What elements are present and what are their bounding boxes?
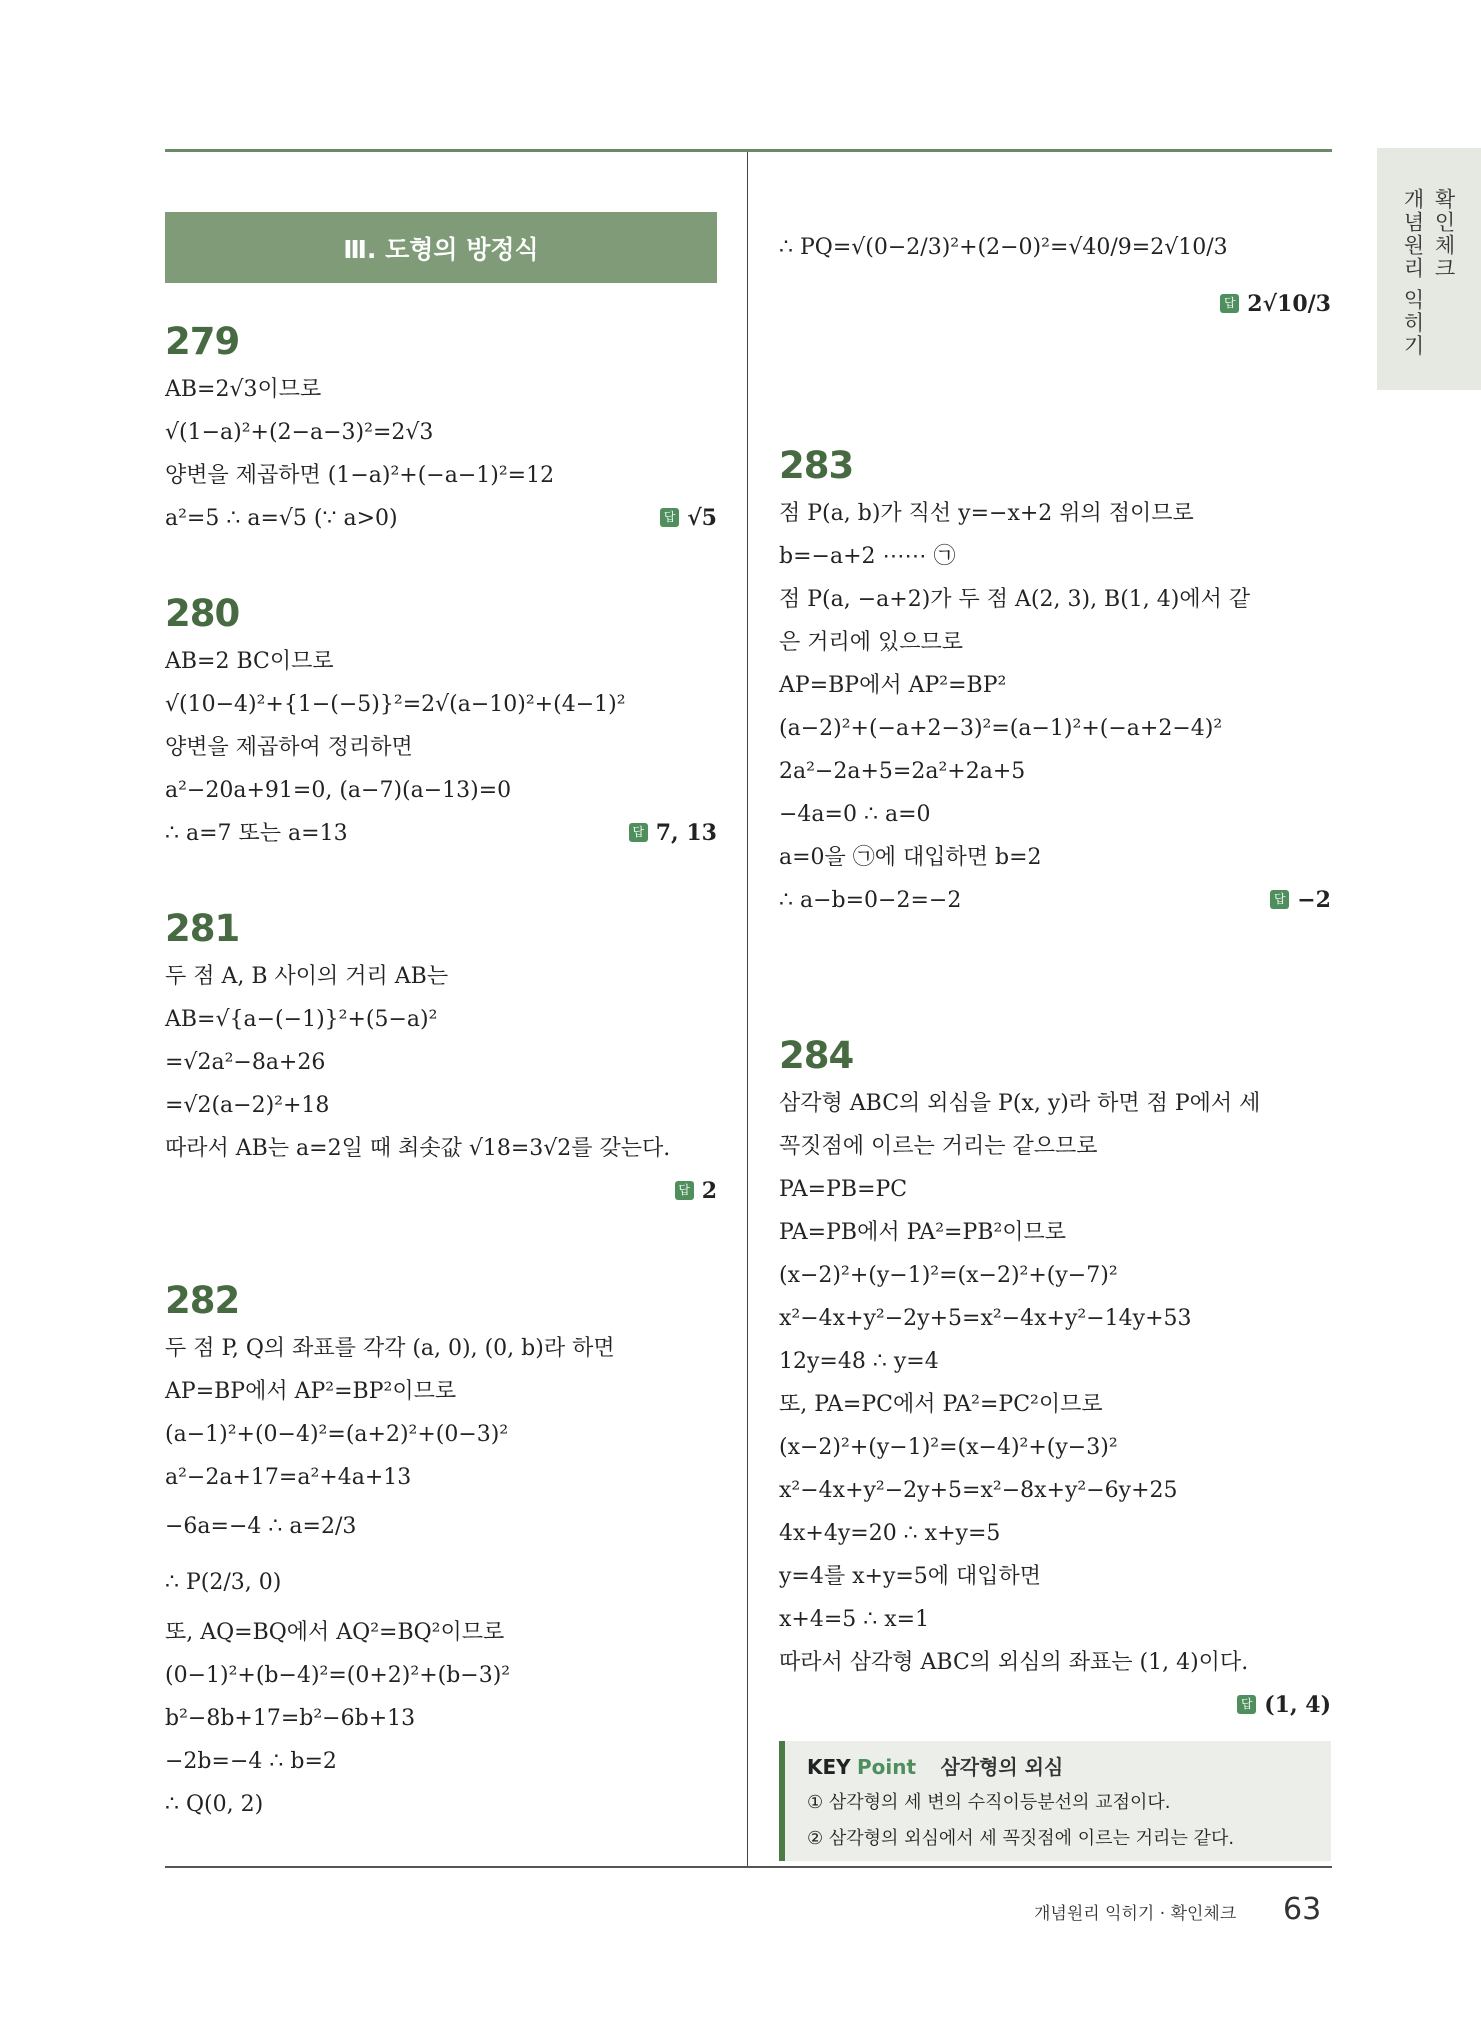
answer — [779, 1684, 1331, 1727]
answer — [779, 276, 1331, 332]
side-tab-line2: 개념원리 익히기 — [1401, 188, 1425, 358]
problem-number: 281 — [165, 907, 240, 950]
problem-number: 283 — [779, 444, 854, 487]
solution-line: ∴ Q(0, 2) — [165, 1792, 264, 1817]
solution-line: AP=BP에서 AP²=BP² — [779, 673, 1007, 698]
solution-line: (a−1)²+(0−4)²=(a+2)²+(0−3)² — [165, 1422, 509, 1447]
footer-text: 개념원리 익히기 · 확인체크 — [1034, 1904, 1237, 1924]
solution-line: (0−1)²+(b−4)²=(0+2)²+(b−3)² — [165, 1663, 511, 1688]
solution-line: 점 P(a, −a+2)가 두 점 A(2, 3), B(1, 4)에서 같 — [779, 587, 1251, 612]
answer-badge: 답 — [660, 508, 679, 527]
solution-line: 또, AQ=BQ에서 AQ²=BQ²이므로 — [165, 1620, 505, 1645]
answer-value: 2√10/3 — [1247, 291, 1331, 317]
solution-line: (x−2)²+(y−1)²=(x−4)²+(y−3)² — [779, 1435, 1118, 1460]
solution-line: ∴ a−b=0−2=−2 — [779, 888, 962, 913]
key-point-point: Point — [857, 1755, 917, 1779]
solution-line: 또, PA=PC에서 PA²=PC²이므로 — [779, 1392, 1103, 1417]
problem-280 — [165, 590, 717, 855]
column-divider — [747, 152, 748, 1866]
solution-line: 삼각형 ABC의 외심을 P(x, y)라 하면 점 P에서 세 — [779, 1091, 1261, 1116]
solution-line: =√2(a−2)²+18 — [165, 1093, 330, 1118]
problem-283 — [779, 442, 1331, 922]
solution-line: a²−2a+17=a²+4a+13 — [165, 1465, 412, 1490]
side-tab-line1: 확인체크 — [1432, 188, 1456, 280]
solution-line: a²=5 ∴ a=√5 (∵ a>0) — [165, 506, 398, 531]
problem-279 — [165, 318, 717, 540]
section-title: Ⅲ. 도형의 방정식 — [343, 234, 539, 264]
solution-line: a²−20a+91=0, (a−7)(a−13)=0 — [165, 778, 512, 803]
solution-line: 4x+4y=20 ∴ x+y=5 — [779, 1521, 1001, 1546]
solution-line: x²−4x+y²−2y+5=x²−8x+y²−6y+25 — [779, 1478, 1178, 1503]
solution-line: x+4=5 ∴ x=1 — [779, 1607, 930, 1632]
answer-value: 2 — [701, 1178, 717, 1204]
answer — [1270, 879, 1331, 922]
key-point-title: 삼각형의 외심 — [940, 1755, 1064, 1779]
solution-line-with-answer — [165, 812, 717, 855]
bottom-rule — [165, 1866, 1332, 1868]
solution-line-with-answer — [165, 497, 717, 540]
key-point-item: ② 삼각형의 외심에서 세 꼭짓점에 이르는 거리는 같다. — [807, 1828, 1235, 1849]
key-point-box — [779, 1741, 1331, 1861]
solution-line: −2b=−4 ∴ b=2 — [165, 1749, 337, 1774]
problem-281 — [165, 905, 717, 1213]
solution-line: AP=BP에서 AP²=BP²이므로 — [165, 1379, 457, 1404]
solution-line: (x−2)²+(y−1)²=(x−2)²+(y−7)² — [779, 1263, 1118, 1288]
solution-line: b²−8b+17=b²−6b+13 — [165, 1706, 416, 1731]
problem-number: 279 — [165, 320, 240, 363]
answer-value: (1, 4) — [1264, 1692, 1331, 1718]
solution-line: a=0을 ㉠에 대입하면 b=2 — [779, 845, 1042, 870]
solution-line: 꼭짓점에 이르는 거리는 같으므로 — [779, 1134, 1098, 1159]
solution-line: ∴ a=7 또는 a=13 — [165, 821, 348, 846]
answer-badge: 답 — [1220, 294, 1239, 313]
solution-line: PA=PB=PC — [779, 1177, 908, 1202]
answer — [660, 497, 717, 540]
solution-line: =√2a²−8a+26 — [165, 1050, 326, 1075]
answer — [165, 1170, 717, 1213]
solution-line: 두 점 A, B 사이의 거리 AB는 — [165, 964, 449, 989]
solution-line: (a−2)²+(−a+2−3)²=(a−1)²+(−a+2−4)² — [779, 716, 1223, 741]
solution-line: 두 점 P, Q의 좌표를 각각 (a, 0), (0, b)라 하면 — [165, 1336, 615, 1361]
solution-line: 따라서 AB는 a=2일 때 최솟값 √18=3√2를 갖는다. — [165, 1136, 671, 1161]
problem-282 — [165, 1277, 717, 1826]
section-header — [165, 212, 717, 283]
problem-284 — [779, 1032, 1331, 1727]
answer — [629, 812, 717, 855]
answer-value: 7, 13 — [655, 820, 717, 846]
solution-line: 은 거리에 있으므로 — [779, 630, 964, 655]
solution-line: AB=√{a−(−1)}²+(5−a)² — [165, 1007, 438, 1032]
page-number: 63 — [1283, 1892, 1322, 1927]
answer-value: −2 — [1297, 887, 1331, 913]
top-rule — [165, 149, 1332, 152]
solution-line: −6a=−4 ∴ a=2/3 — [165, 1514, 357, 1539]
side-tab — [1377, 148, 1481, 390]
solution-line: 양변을 제곱하여 정리하면 — [165, 735, 413, 760]
answer-badge: 답 — [1270, 890, 1289, 909]
key-point-key: KEY — [807, 1755, 851, 1779]
problem-282-continued — [779, 220, 1331, 332]
answer-badge: 답 — [675, 1181, 694, 1200]
problem-number: 284 — [779, 1034, 854, 1077]
solution-line: ∴ P(2/3, 0) — [165, 1570, 282, 1595]
solution-line: 점 P(a, b)가 직선 y=−x+2 위의 점이므로 — [779, 501, 1194, 526]
solution-line: 양변을 제곱하면 (1−a)²+(−a−1)²=12 — [165, 463, 555, 488]
key-point-header — [807, 1749, 1331, 1785]
solution-line: x²−4x+y²−2y+5=x²−4x+y²−14y+53 — [779, 1306, 1192, 1331]
solution-line: y=4를 x+y=5에 대입하면 — [779, 1564, 1042, 1589]
answer-badge: 답 — [629, 823, 648, 842]
solution-line: 12y=48 ∴ y=4 — [779, 1349, 939, 1374]
solution-line: √(1−a)²+(2−a−3)²=2√3 — [165, 420, 434, 445]
solution-line: AB=2√3이므로 — [165, 377, 322, 402]
solution-line: b=−a+2 ⋯⋯ ㉠ — [779, 544, 956, 569]
left-column — [165, 318, 717, 1826]
right-column — [779, 220, 1331, 1861]
solution-line: ∴ PQ=√(0−2/3)²+(2−0)²=√40/9=2√10/3 — [779, 235, 1228, 260]
solution-line: √(10−4)²+{1−(−5)}²=2√(a−10)²+(4−1)² — [165, 692, 626, 717]
solution-line-with-answer — [779, 879, 1331, 922]
problem-number: 282 — [165, 1279, 240, 1322]
solution-line: 2a²−2a+5=2a²+2a+5 — [779, 759, 1026, 784]
problem-number: 280 — [165, 592, 240, 635]
key-point-item: ① 삼각형의 세 변의 수직이등분선의 교점이다. — [807, 1792, 1171, 1813]
solution-line: 따라서 삼각형 ABC의 외심의 좌표는 (1, 4)이다. — [779, 1650, 1249, 1675]
answer-value: √5 — [687, 505, 717, 531]
solution-line: −4a=0 ∴ a=0 — [779, 802, 931, 827]
solution-line: PA=PB에서 PA²=PB²이므로 — [779, 1220, 1067, 1245]
solution-line: AB=2 BC이므로 — [165, 649, 334, 674]
answer-badge: 답 — [1237, 1695, 1256, 1714]
